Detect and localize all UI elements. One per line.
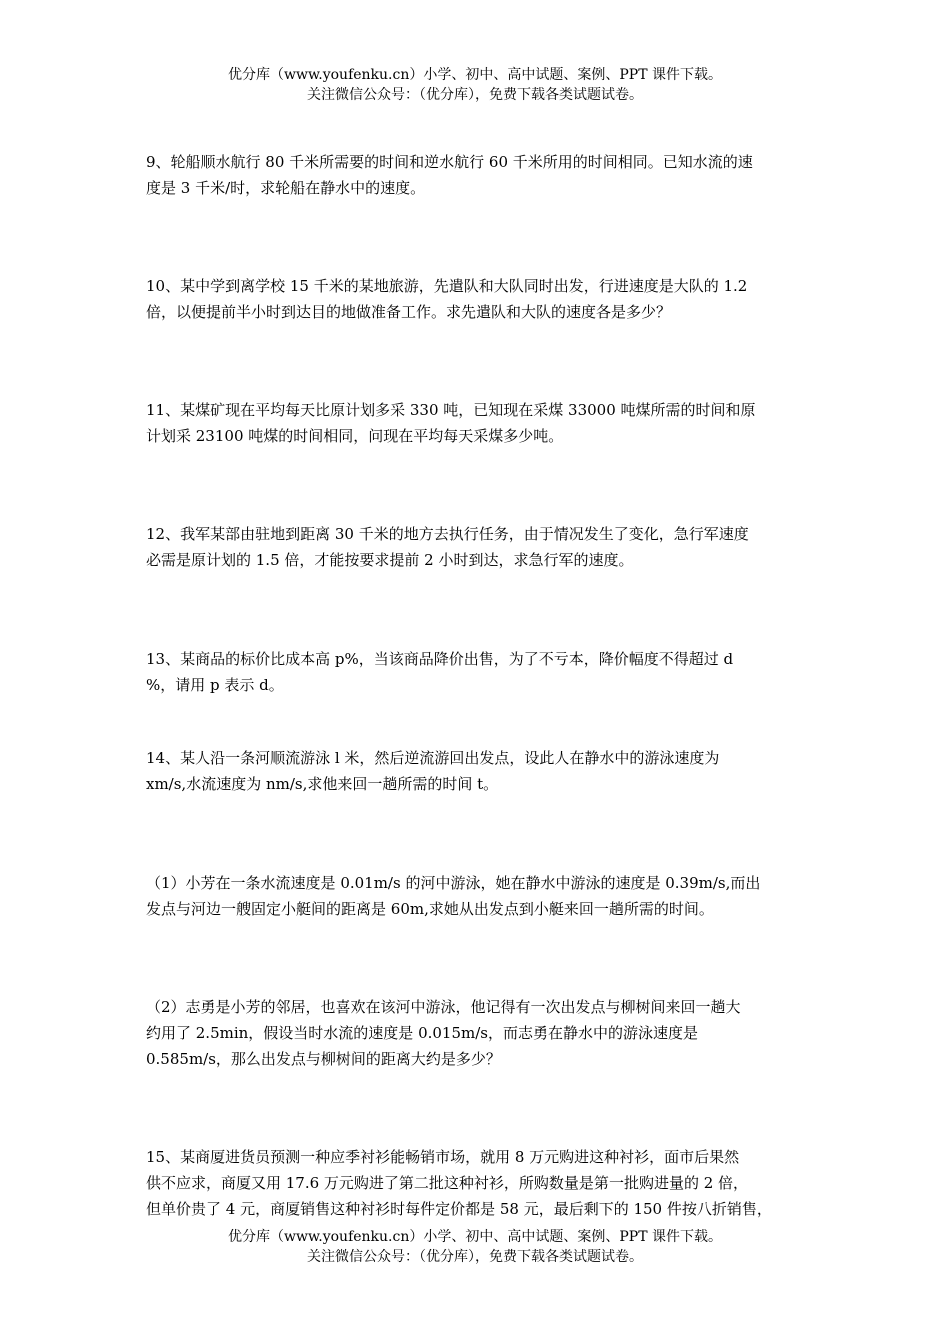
question-text: 约用了 2.5min，假设当时水流的速度是 0.015m/s，而志勇在静水中的游泳速度是 [146, 1024, 698, 1042]
footer-line-2: 关注微信公众号：（优分库），免费下载各类试题试卷。 [307, 1249, 643, 1265]
question-14 [146, 745, 806, 797]
question-text: 15、某商厦进货员预测一种应季衬衫能畅销市场，就用 8 万元购进这种衬衫，面市后果然 [146, 1148, 740, 1166]
footer-line-1: 优分库（www.youfenku.cn）小学、初中、高中试题、案例、PPT 课件下载。 [227, 1229, 722, 1245]
question-text: %，请用 p 表示 d。 [146, 676, 284, 694]
question-text: 供不应求，商厦又用 17.6 万元购进了第二批这种衬衫，所购数量是第一批购进量的 2 倍， [146, 1174, 749, 1192]
header-line-1: 优分库（www.youfenku.cn）小学、初中、高中试题、案例、PPT 课件下载。 [227, 67, 722, 83]
question-12 [146, 521, 806, 573]
question-text: 9、轮船顺水航行 80 千米所需要的时间和逆水航行 60 千米所用的时间相同。已知水流的速 [146, 153, 753, 171]
page-footer [0, 1227, 950, 1267]
question-text: xm/s,水流速度为 nm/s,求他来回一趟所需的时间 t。 [146, 775, 499, 793]
question-text: 倍，以便提前半小时到达目的地做准备工作。求先遣队和大队的速度各是多少？ [146, 303, 672, 321]
question-13 [146, 646, 806, 698]
question-text: 12、我军某部由驻地到距离 30 千米的地方去执行任务，由于情况发生了变化，急行军速度 [146, 525, 749, 543]
page-header [0, 65, 950, 105]
question-text: 14、某人沿一条河顺流游泳 l 米，然后逆流游回出发点，设此人在静水中的游泳速度为 [146, 749, 720, 767]
question-text: 计划采 23100 吨煤的时间相同，问现在平均每天采煤多少吨。 [146, 427, 564, 445]
question-10 [146, 273, 806, 325]
question-text: 11、某煤矿现在平均每天比原计划多采 330 吨，已知现在采煤 33000 吨煤所需的时间和原 [146, 401, 756, 419]
question-9 [146, 149, 806, 201]
question-text: （1）小芳在一条水流速度是 0.01m/s 的河中游泳，她在静水中游泳的速度是 0.39m/s,而出 [146, 874, 761, 892]
question-text: 10、某中学到离学校 15 千米的某地旅游，先遣队和大队同时出发，行进速度是大队的 1.2 [146, 277, 748, 295]
question-15 [146, 1144, 806, 1222]
question-text: 度是 3 千米/时，求轮船在静水中的速度。 [146, 179, 426, 197]
question-text: 13、某商品的标价比成本高 p%，当该商品降价出售，为了不亏本，降价幅度不得超过 d [146, 650, 734, 668]
question-text: （2）志勇是小芳的邻居，也喜欢在该河中游泳，他记得有一次出发点与柳树间来回一趟大 [146, 998, 741, 1016]
question-text: 发点与河边一艘固定小艇间的距离是 60m,求她从出发点到小艇来回一趟所需的时间。 [146, 900, 714, 918]
question-14-part-1 [146, 870, 806, 922]
question-text: 0.585m/s，那么出发点与柳树间的距离大约是多少？ [146, 1050, 501, 1068]
header-line-2: 关注微信公众号：（优分库），免费下载各类试题试卷。 [307, 87, 643, 103]
question-text: 必需是原计划的 1.5 倍，才能按要求提前 2 小时到达，求急行军的速度。 [146, 551, 634, 569]
question-14-part-2 [146, 994, 806, 1072]
question-11 [146, 397, 806, 449]
question-text: 但单价贵了 4 元，商厦销售这种衬衫时每件定价都是 58 元，最后剩下的 150 件按八折销售， [146, 1200, 772, 1218]
